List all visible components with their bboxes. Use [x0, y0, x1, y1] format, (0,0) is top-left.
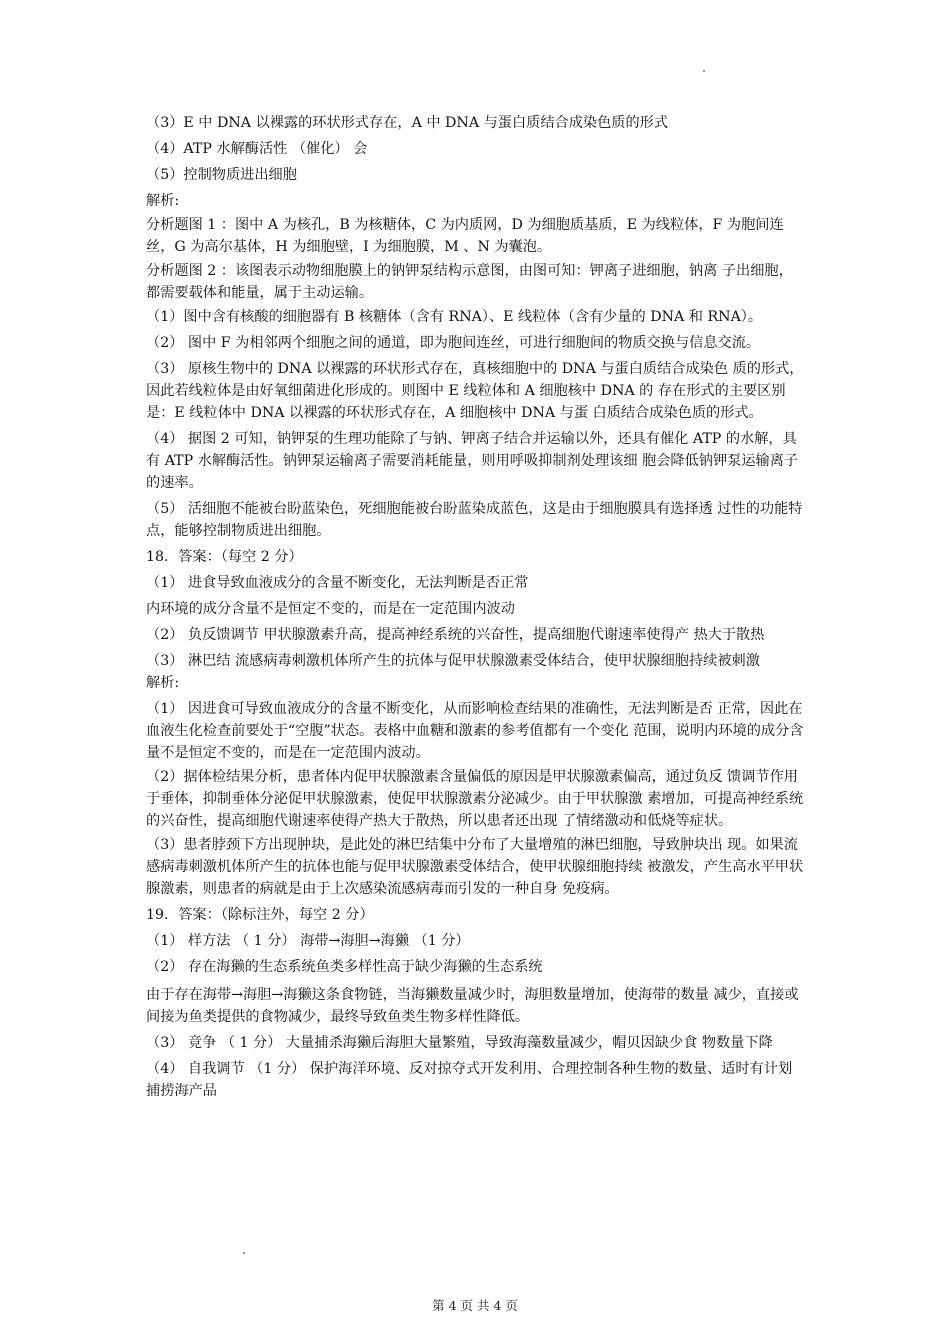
analysis-paragraph: 分析题图 1 ：图中 A 为核孔，B 为核糖体，C 为内质网，D 为细胞质基质，E 为线粒体，F 为胞间连丝，G 为高尔基体，H 为细胞壁，I 为细胞膜，M 、N 为囊泡。 [146, 217, 784, 255]
answer-line: （3）E 中 DNA 以裸露的环状形式存在，A 中 DNA 与蛋白质结合成染色质的形式 [146, 115, 669, 131]
analysis-label: 解析: [146, 193, 180, 209]
corner-mark-bottom [243, 1252, 245, 1254]
answer-line: （1） 样方法 （ 1 分） 海带→海胆→海獭 （1 分） [146, 933, 470, 949]
analysis-paragraph: （4） 据图 2 可知，钠钾泵的生理功能除了与钠、钾离子结合并运输以外，还具有催化 ATP 的水解，具有 ATP 水解酶活性。钠钾泵运输离子需要消耗能量，则用呼吸抑制剂处理该细 胞会降低钠钾泵运输离子的速率。 [146, 431, 799, 491]
answer-line: （2） 存在海獭的生态系统鱼类多样性高于缺少海獭的生态系统 [146, 959, 543, 975]
answer-paragraph: （2） 负反馈调节 甲状腺激素升高，提高神经系统的兴奋性，提高细胞代谢速率使得产 热大于散热 [146, 627, 765, 643]
analysis-paragraph: （1）图中含有核酸的细胞器有 B 核糖体（含有 RNA）、E 线粒体（含有少量的 DNA 和 RNA）。 [146, 309, 763, 325]
document-body [146, 112, 806, 1102]
analysis-paragraph: （5） 活细胞不能被台盼蓝染色，死细胞能被台盼蓝染成蓝色，这是由于细胞膜具有选择透 过性的功能特点，能够控制物质进出细胞。 [146, 501, 803, 539]
answer-paragraph: 由于存在海带→海胆→海獭这条食物链，当海獭数量减少时，海胆数量增加，使海带的数量 减少，直接或间接为鱼类提供的食物减少，最终导致鱼类生物多样性降低。 [146, 987, 799, 1025]
question-19-title: 19．答案：（除标注外，每空 2 分） [146, 907, 374, 923]
analysis-paragraph: （3） 原核生物中的 DNA 以裸露的环状形式存在，真核细胞中的 DNA 与蛋白质结合成染色 质的形式，因此若线粒体是由好氧细菌进化形成的。则图中 E 线粒体和 A 细胞核中 DNA 的 存在形式的主要区别是：E 线粒体中 DNA 以裸露的环状形式存在，A 细胞核中 DNA 与蛋 白质结合成染色质的形式。 [146, 361, 804, 421]
answer-line: （5）控制物质进出细胞 [146, 167, 297, 183]
analysis-label: 解析: [146, 675, 180, 691]
corner-mark-top [703, 70, 705, 72]
analysis-paragraph: （2） 图中 F 为相邻两个细胞之间的通道，即为胞间连丝，可进行细胞间的物质交换与信息交流。 [146, 335, 761, 351]
question-18-title: 18．答案：（每空 2 分） [146, 549, 303, 565]
page-footer: 第 4 页 共 4 页 [432, 1298, 518, 1313]
analysis-paragraph: （3）患者脖颈下方出现肿块，是此处的淋巴结集中分布了大量增殖的淋巴细胞，导致肿块出 现。如果流感病毒刺激机体所产生的抗体也能与促甲状腺激素受体结合，使甲状腺细胞持续 被激发，产生高水平甲状腺激素，则患者的病就是由于上次感染流感病毒而引发的一种自身 免疫病。 [146, 837, 804, 897]
answer-paragraph: （3） 竞争 （ 1 分） 大量捕杀海獭后海胆大量繁殖，导致海藻数量减少，帽贝因缺少食 物数量下降 [146, 1035, 773, 1051]
answer-line: （4）ATP 水解酶活性 （催化） 会 [146, 141, 368, 157]
answer-line: 内环境的成分含量不是恒定不变的，而是在一定范围内波动 [146, 601, 515, 617]
analysis-paragraph: 分析题图 2 ：该图表示动物细胞膜上的钠钾泵结构示意图，由图可知：钾离子进细胞，钠离 子出细胞，都需要载体和能量，属于主动运输。 [146, 263, 793, 301]
answer-line: （1） 进食导致血液成分的含量不断变化，无法判断是否正常 [146, 575, 529, 591]
answer-paragraph: （4） 自我调节 （1 分） 保护海洋环境、反对掠夺式开发利用、合理控制各种生物的数量、适时有计划捕捞海产品 [146, 1061, 793, 1099]
answer-paragraph: （3） 淋巴结 流感病毒刺激机体所产生的抗体与促甲状腺激素受体结合，使甲状腺细胞持续被刺激 [146, 653, 760, 669]
analysis-paragraph: （2）据体检结果分析，患者体内促甲状腺激素含量偏低的原因是甲状腺激素偏高，通过负反 馈调节作用于垂体，抑制垂体分泌促甲状腺激素，使促甲状腺激素分泌减少。由于甲状腺激 素增加，可提高神经系统的兴奋性，提高细胞代谢速率使得产热大于散热，所以患者还出现 了情绪激动和低烧等症状。 [146, 769, 804, 829]
analysis-paragraph: （1） 因进食可导致血液成分的含量不断变化，从而影响检查结果的准确性，无法判断是否 正常，因此在血液生化检查前要处于“空腹”状态。表格中血糖和激素的参考值都有一个变化 范围，说明内环境的成分含量不是恒定不变的，而是在一定范围内波动。 [146, 701, 804, 761]
